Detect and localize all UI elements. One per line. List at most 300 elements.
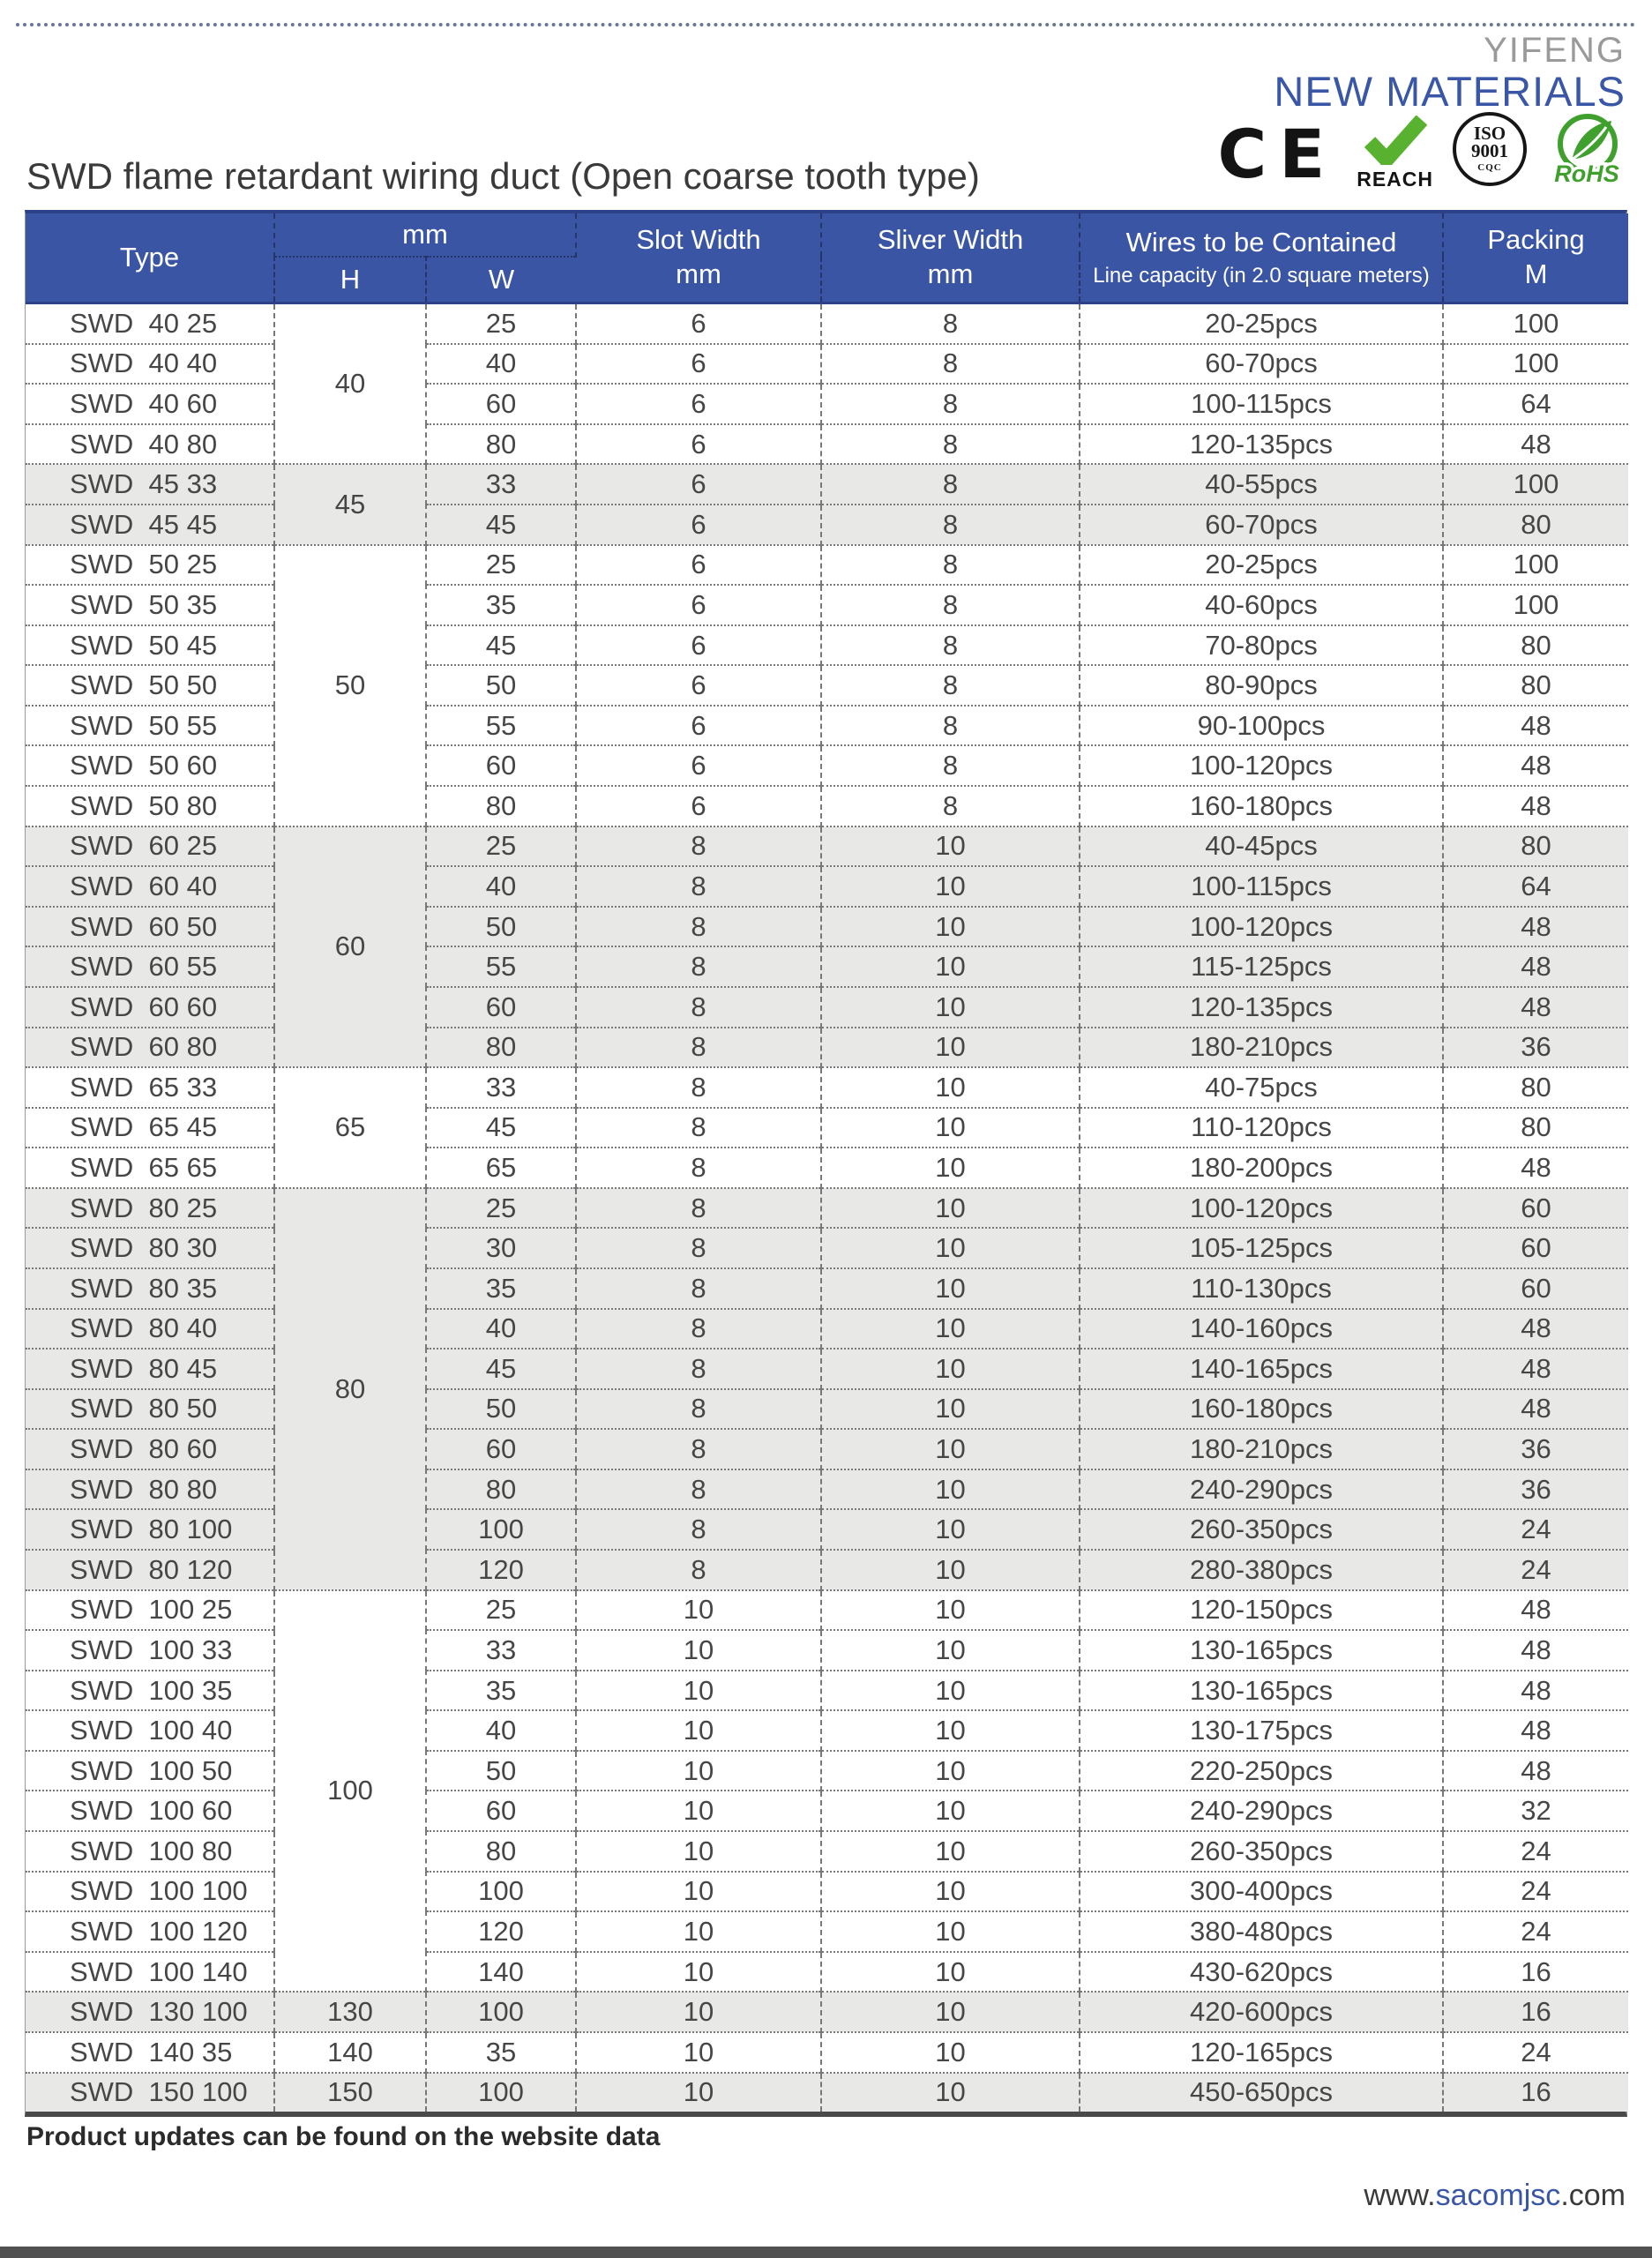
packing-cell: 80 bbox=[1443, 505, 1628, 545]
wires-cell: 260-350pcs bbox=[1080, 1509, 1443, 1550]
slot-width-cell: 6 bbox=[576, 786, 821, 826]
width-cell: 45 bbox=[426, 505, 576, 545]
header-h: H bbox=[274, 257, 426, 303]
table-row bbox=[26, 1831, 1628, 1872]
packing-cell: 24 bbox=[1443, 1831, 1628, 1872]
slot-width-cell: 10 bbox=[576, 1630, 821, 1671]
width-cell: 80 bbox=[426, 1469, 576, 1510]
table-row bbox=[26, 1067, 1628, 1108]
table-row bbox=[26, 344, 1628, 385]
header-packing bbox=[1443, 213, 1628, 303]
height-cell: 40 bbox=[274, 303, 426, 465]
width-cell: 140 bbox=[426, 1952, 576, 1993]
wires-cell: 380-480pcs bbox=[1080, 1911, 1443, 1952]
header-packing-line2: M bbox=[1524, 258, 1548, 289]
table-row bbox=[26, 384, 1628, 424]
type-cell: SWD 100 50 bbox=[26, 1751, 274, 1791]
wires-cell: 20-25pcs bbox=[1080, 545, 1443, 586]
header-wires-line1: Wires to be Contained bbox=[1125, 227, 1397, 258]
height-cell: 45 bbox=[274, 464, 426, 544]
wires-cell: 100-115pcs bbox=[1080, 384, 1443, 424]
width-cell: 120 bbox=[426, 1911, 576, 1952]
height-cell: 80 bbox=[274, 1188, 426, 1590]
packing-cell: 100 bbox=[1443, 344, 1628, 385]
packing-cell: 24 bbox=[1443, 1911, 1628, 1952]
table-row bbox=[26, 1148, 1628, 1188]
sliver-width-cell: 10 bbox=[821, 1952, 1080, 1993]
reach-badge bbox=[1357, 116, 1433, 191]
height-cell: 60 bbox=[274, 826, 426, 1067]
table-row bbox=[26, 1309, 1628, 1350]
slot-width-cell: 8 bbox=[576, 1550, 821, 1590]
iso-label: ISO bbox=[1473, 123, 1506, 145]
table-row bbox=[26, 1108, 1628, 1148]
sliver-width-cell: 8 bbox=[821, 625, 1080, 666]
table-row bbox=[26, 786, 1628, 826]
packing-cell: 100 bbox=[1443, 545, 1628, 586]
table-row bbox=[26, 1751, 1628, 1791]
packing-cell: 48 bbox=[1443, 706, 1628, 746]
width-cell: 25 bbox=[426, 545, 576, 586]
wires-cell: 105-125pcs bbox=[1080, 1228, 1443, 1268]
sliver-width-cell: 10 bbox=[821, 1108, 1080, 1148]
table-row bbox=[26, 505, 1628, 545]
wires-cell: 40-60pcs bbox=[1080, 585, 1443, 625]
wires-cell: 120-150pcs bbox=[1080, 1590, 1443, 1631]
slot-width-cell: 8 bbox=[576, 866, 821, 907]
slot-width-cell: 6 bbox=[576, 585, 821, 625]
sliver-width-cell: 10 bbox=[821, 866, 1080, 907]
table-row bbox=[26, 2032, 1628, 2073]
width-cell: 50 bbox=[426, 907, 576, 947]
slot-width-cell: 6 bbox=[576, 303, 821, 344]
sliver-width-cell: 10 bbox=[821, 1268, 1080, 1309]
packing-cell: 16 bbox=[1443, 1952, 1628, 1993]
type-cell: SWD 40 80 bbox=[26, 424, 274, 465]
type-cell: SWD 80 100 bbox=[26, 1509, 274, 1550]
iso-cqc-label: CQC bbox=[1477, 162, 1502, 174]
type-cell: SWD 60 80 bbox=[26, 1028, 274, 1068]
wires-cell: 420-600pcs bbox=[1080, 1992, 1443, 2032]
slot-width-cell: 10 bbox=[576, 1911, 821, 1952]
header-mm: mm bbox=[274, 213, 576, 257]
width-cell: 40 bbox=[426, 866, 576, 907]
header-sliver-width-line2: mm bbox=[927, 258, 974, 289]
wires-cell: 60-70pcs bbox=[1080, 344, 1443, 385]
packing-cell: 48 bbox=[1443, 1309, 1628, 1350]
website-suffix: .com bbox=[1560, 2179, 1626, 2212]
wires-cell: 115-125pcs bbox=[1080, 946, 1443, 987]
slot-width-cell: 6 bbox=[576, 745, 821, 786]
wires-cell: 130-165pcs bbox=[1080, 1671, 1443, 1711]
sliver-width-cell: 8 bbox=[821, 344, 1080, 385]
slot-width-cell: 10 bbox=[576, 1992, 821, 2032]
type-cell: SWD 40 60 bbox=[26, 384, 274, 424]
sliver-width-cell: 10 bbox=[821, 1429, 1080, 1469]
table-row bbox=[26, 1349, 1628, 1389]
slot-width-cell: 10 bbox=[576, 2073, 821, 2112]
table-row bbox=[26, 1710, 1628, 1751]
table-row bbox=[26, 2073, 1628, 2112]
sliver-width-cell: 8 bbox=[821, 585, 1080, 625]
packing-cell: 32 bbox=[1443, 1791, 1628, 1831]
slot-width-cell: 8 bbox=[576, 1389, 821, 1430]
packing-cell: 24 bbox=[1443, 1550, 1628, 1590]
type-cell: SWD 100 60 bbox=[26, 1791, 274, 1831]
wires-cell: 20-25pcs bbox=[1080, 303, 1443, 344]
slot-width-cell: 10 bbox=[576, 1751, 821, 1791]
height-cell: 100 bbox=[274, 1590, 426, 1993]
table-row bbox=[26, 1872, 1628, 1912]
top-dotted-divider bbox=[16, 23, 1636, 26]
width-cell: 65 bbox=[426, 1148, 576, 1188]
slot-width-cell: 8 bbox=[576, 1469, 821, 1510]
width-cell: 30 bbox=[426, 1228, 576, 1268]
packing-cell: 48 bbox=[1443, 987, 1628, 1028]
slot-width-cell: 6 bbox=[576, 505, 821, 545]
type-cell: SWD 100 33 bbox=[26, 1630, 274, 1671]
width-cell: 25 bbox=[426, 826, 576, 867]
width-cell: 120 bbox=[426, 1550, 576, 1590]
width-cell: 50 bbox=[426, 665, 576, 706]
wires-cell: 140-165pcs bbox=[1080, 1349, 1443, 1389]
slot-width-cell: 8 bbox=[576, 1148, 821, 1188]
header-packing-line1: Packing bbox=[1487, 224, 1585, 256]
width-cell: 35 bbox=[426, 2032, 576, 2073]
width-cell: 45 bbox=[426, 1349, 576, 1389]
packing-cell: 64 bbox=[1443, 866, 1628, 907]
sliver-width-cell: 10 bbox=[821, 1630, 1080, 1671]
type-cell: SWD 40 25 bbox=[26, 303, 274, 344]
type-cell: SWD 50 25 bbox=[26, 545, 274, 586]
width-cell: 80 bbox=[426, 786, 576, 826]
type-cell: SWD 130 100 bbox=[26, 1992, 274, 2032]
type-cell: SWD 50 45 bbox=[26, 625, 274, 666]
type-cell: SWD 50 55 bbox=[26, 706, 274, 746]
slot-width-cell: 10 bbox=[576, 2032, 821, 2073]
packing-cell: 48 bbox=[1443, 786, 1628, 826]
header-w: W bbox=[426, 257, 576, 303]
slot-width-cell: 10 bbox=[576, 1791, 821, 1831]
sliver-width-cell: 8 bbox=[821, 303, 1080, 344]
wires-cell: 180-200pcs bbox=[1080, 1148, 1443, 1188]
table-row bbox=[26, 585, 1628, 625]
packing-cell: 48 bbox=[1443, 1148, 1628, 1188]
table-row bbox=[26, 1671, 1628, 1711]
sliver-width-cell: 10 bbox=[821, 1509, 1080, 1550]
sliver-width-cell: 10 bbox=[821, 1550, 1080, 1590]
slot-width-cell: 8 bbox=[576, 826, 821, 867]
packing-cell: 100 bbox=[1443, 585, 1628, 625]
table-row bbox=[26, 464, 1628, 505]
header-sliver-width bbox=[821, 213, 1080, 303]
wires-cell: 160-180pcs bbox=[1080, 1389, 1443, 1430]
slot-width-cell: 8 bbox=[576, 946, 821, 987]
sliver-width-cell: 10 bbox=[821, 1148, 1080, 1188]
type-cell: SWD 65 45 bbox=[26, 1108, 274, 1148]
wires-cell: 40-45pcs bbox=[1080, 826, 1443, 867]
slot-width-cell: 10 bbox=[576, 1710, 821, 1751]
sliver-width-cell: 10 bbox=[821, 1751, 1080, 1791]
wires-cell: 450-650pcs bbox=[1080, 2073, 1443, 2112]
slot-width-cell: 10 bbox=[576, 1831, 821, 1872]
type-cell: SWD 65 33 bbox=[26, 1067, 274, 1108]
header-type: Type bbox=[26, 213, 274, 303]
width-cell: 25 bbox=[426, 303, 576, 344]
slot-width-cell: 8 bbox=[576, 1028, 821, 1068]
sliver-width-cell: 10 bbox=[821, 1469, 1080, 1510]
wires-cell: 40-55pcs bbox=[1080, 464, 1443, 505]
table-row bbox=[26, 424, 1628, 465]
packing-cell: 80 bbox=[1443, 826, 1628, 867]
table-row bbox=[26, 1429, 1628, 1469]
header-sliver-width-line1: Sliver Width bbox=[877, 224, 1024, 256]
slot-width-cell: 8 bbox=[576, 987, 821, 1028]
wires-cell: 120-135pcs bbox=[1080, 987, 1443, 1028]
width-cell: 25 bbox=[426, 1188, 576, 1229]
brand-name-line1: YIFENG bbox=[1484, 31, 1626, 70]
table-row bbox=[26, 866, 1628, 907]
sliver-width-cell: 8 bbox=[821, 745, 1080, 786]
iso-9001-badge bbox=[1453, 112, 1527, 191]
table-row bbox=[26, 946, 1628, 987]
table-row bbox=[26, 1952, 1628, 1993]
width-cell: 35 bbox=[426, 1671, 576, 1711]
width-cell: 40 bbox=[426, 1710, 576, 1751]
wires-cell: 120-135pcs bbox=[1080, 424, 1443, 465]
type-cell: SWD 80 50 bbox=[26, 1389, 274, 1430]
type-cell: SWD 100 100 bbox=[26, 1872, 274, 1912]
type-cell: SWD 150 100 bbox=[26, 2073, 274, 2112]
type-cell: SWD 80 25 bbox=[26, 1188, 274, 1229]
slot-width-cell: 8 bbox=[576, 1349, 821, 1389]
footer-note: Product updates can be found on the website data bbox=[26, 2122, 661, 2151]
table-row bbox=[26, 706, 1628, 746]
wires-cell: 300-400pcs bbox=[1080, 1872, 1443, 1912]
sliver-width-cell: 10 bbox=[821, 1992, 1080, 2032]
sliver-width-cell: 10 bbox=[821, 1791, 1080, 1831]
packing-cell: 100 bbox=[1443, 303, 1628, 344]
wires-cell: 260-350pcs bbox=[1080, 1831, 1443, 1872]
type-cell: SWD 100 120 bbox=[26, 1911, 274, 1952]
sliver-width-cell: 8 bbox=[821, 464, 1080, 505]
sliver-width-cell: 10 bbox=[821, 1028, 1080, 1068]
table-row bbox=[26, 1590, 1628, 1631]
type-cell: SWD 100 40 bbox=[26, 1710, 274, 1751]
table-row bbox=[26, 745, 1628, 786]
width-cell: 60 bbox=[426, 987, 576, 1028]
sliver-width-cell: 10 bbox=[821, 907, 1080, 947]
wires-cell: 180-210pcs bbox=[1080, 1429, 1443, 1469]
width-cell: 60 bbox=[426, 1429, 576, 1469]
checkmark-icon bbox=[1364, 116, 1427, 169]
sliver-width-cell: 10 bbox=[821, 1831, 1080, 1872]
svg-text:RoHS: RoHS bbox=[1554, 161, 1619, 187]
wires-cell: 100-115pcs bbox=[1080, 866, 1443, 907]
sliver-width-cell: 8 bbox=[821, 786, 1080, 826]
height-cell: 140 bbox=[274, 2032, 426, 2073]
table-row bbox=[26, 987, 1628, 1028]
certification-logos bbox=[1218, 111, 1627, 191]
packing-cell: 48 bbox=[1443, 1349, 1628, 1389]
packing-cell: 48 bbox=[1443, 1590, 1628, 1631]
wires-cell: 180-210pcs bbox=[1080, 1028, 1443, 1068]
type-cell: SWD 80 120 bbox=[26, 1550, 274, 1590]
slot-width-cell: 6 bbox=[576, 625, 821, 666]
height-cell: 130 bbox=[274, 1992, 426, 2032]
type-cell: SWD 50 50 bbox=[26, 665, 274, 706]
table-row bbox=[26, 1268, 1628, 1309]
slot-width-cell: 6 bbox=[576, 464, 821, 505]
wires-cell: 100-120pcs bbox=[1080, 745, 1443, 786]
slot-width-cell: 10 bbox=[576, 1590, 821, 1631]
iso-number: 9001 bbox=[1471, 140, 1508, 162]
slot-width-cell: 6 bbox=[576, 424, 821, 465]
table-row bbox=[26, 1550, 1628, 1590]
table-row bbox=[26, 1509, 1628, 1550]
width-cell: 50 bbox=[426, 1389, 576, 1430]
sliver-width-cell: 8 bbox=[821, 505, 1080, 545]
type-cell: SWD 80 60 bbox=[26, 1429, 274, 1469]
sliver-width-cell: 10 bbox=[821, 1228, 1080, 1268]
wires-cell: 130-165pcs bbox=[1080, 1630, 1443, 1671]
type-cell: SWD 60 25 bbox=[26, 826, 274, 867]
table-row bbox=[26, 625, 1628, 666]
sliver-width-cell: 8 bbox=[821, 384, 1080, 424]
slot-width-cell: 8 bbox=[576, 1429, 821, 1469]
wires-cell: 90-100pcs bbox=[1080, 706, 1443, 746]
header-slot-width-line1: Slot Width bbox=[636, 224, 761, 256]
width-cell: 40 bbox=[426, 344, 576, 385]
slot-width-cell: 6 bbox=[576, 545, 821, 586]
packing-cell: 80 bbox=[1443, 625, 1628, 666]
sliver-width-cell: 10 bbox=[821, 2032, 1080, 2073]
website-prefix: www. bbox=[1364, 2179, 1436, 2212]
type-cell: SWD 60 60 bbox=[26, 987, 274, 1028]
slot-width-cell: 10 bbox=[576, 1952, 821, 1993]
spec-table-header bbox=[26, 213, 1628, 303]
wires-cell: 280-380pcs bbox=[1080, 1550, 1443, 1590]
width-cell: 50 bbox=[426, 1751, 576, 1791]
website-url bbox=[1364, 2179, 1626, 2213]
type-cell: SWD 80 45 bbox=[26, 1349, 274, 1389]
type-cell: SWD 80 35 bbox=[26, 1268, 274, 1309]
slot-width-cell: 8 bbox=[576, 1228, 821, 1268]
width-cell: 100 bbox=[426, 1872, 576, 1912]
width-cell: 60 bbox=[426, 1791, 576, 1831]
slot-width-cell: 8 bbox=[576, 907, 821, 947]
table-row bbox=[26, 1992, 1628, 2032]
type-cell: SWD 80 30 bbox=[26, 1228, 274, 1268]
sliver-width-cell: 10 bbox=[821, 1671, 1080, 1711]
header-slot-width bbox=[576, 213, 821, 303]
slot-width-cell: 8 bbox=[576, 1509, 821, 1550]
table-row bbox=[26, 1469, 1628, 1510]
height-cell: 65 bbox=[274, 1067, 426, 1188]
sliver-width-cell: 10 bbox=[821, 946, 1080, 987]
slot-width-cell: 6 bbox=[576, 344, 821, 385]
wires-cell: 220-250pcs bbox=[1080, 1751, 1443, 1791]
wires-cell: 80-90pcs bbox=[1080, 665, 1443, 706]
width-cell: 80 bbox=[426, 1028, 576, 1068]
spec-table-body bbox=[26, 303, 1628, 2112]
table-row bbox=[26, 1630, 1628, 1671]
packing-cell: 36 bbox=[1443, 1469, 1628, 1510]
packing-cell: 60 bbox=[1443, 1188, 1628, 1229]
table-row bbox=[26, 1188, 1628, 1229]
packing-cell: 48 bbox=[1443, 1671, 1628, 1711]
sliver-width-cell: 10 bbox=[821, 2073, 1080, 2112]
packing-cell: 36 bbox=[1443, 1028, 1628, 1068]
table-row bbox=[26, 1389, 1628, 1430]
sliver-width-cell: 10 bbox=[821, 826, 1080, 867]
packing-cell: 100 bbox=[1443, 464, 1628, 505]
slot-width-cell: 10 bbox=[576, 1671, 821, 1711]
sliver-width-cell: 10 bbox=[821, 1911, 1080, 1952]
type-cell: SWD 45 33 bbox=[26, 464, 274, 505]
slot-width-cell: 8 bbox=[576, 1108, 821, 1148]
slot-width-cell: 8 bbox=[576, 1268, 821, 1309]
table-row bbox=[26, 545, 1628, 586]
type-cell: SWD 45 45 bbox=[26, 505, 274, 545]
wires-cell: 240-290pcs bbox=[1080, 1469, 1443, 1510]
slot-width-cell: 10 bbox=[576, 1872, 821, 1912]
rohs-leaf-icon bbox=[1546, 111, 1627, 191]
sliver-width-cell: 8 bbox=[821, 665, 1080, 706]
packing-cell: 24 bbox=[1443, 1872, 1628, 1912]
type-cell: SWD 50 60 bbox=[26, 745, 274, 786]
width-cell: 60 bbox=[426, 384, 576, 424]
packing-cell: 80 bbox=[1443, 1108, 1628, 1148]
width-cell: 100 bbox=[426, 2073, 576, 2112]
width-cell: 100 bbox=[426, 1509, 576, 1550]
wires-cell: 430-620pcs bbox=[1080, 1952, 1443, 1993]
type-cell: SWD 50 80 bbox=[26, 786, 274, 826]
packing-cell: 60 bbox=[1443, 1268, 1628, 1309]
type-cell: SWD 50 35 bbox=[26, 585, 274, 625]
page-title: SWD flame retardant wiring duct (Open coarse tooth type) bbox=[26, 155, 980, 197]
table-row bbox=[26, 1228, 1628, 1268]
type-cell: SWD 65 65 bbox=[26, 1148, 274, 1188]
width-cell: 25 bbox=[426, 1590, 576, 1631]
reach-label: REACH bbox=[1357, 168, 1433, 191]
height-cell: 50 bbox=[274, 545, 426, 826]
type-cell: SWD 100 140 bbox=[26, 1952, 274, 1993]
wires-cell: 160-180pcs bbox=[1080, 786, 1443, 826]
packing-cell: 60 bbox=[1443, 1228, 1628, 1268]
packing-cell: 24 bbox=[1443, 1509, 1628, 1550]
sliver-width-cell: 10 bbox=[821, 1590, 1080, 1631]
brand-name-line2: NEW MATERIALS bbox=[1274, 68, 1626, 116]
type-cell: SWD 80 40 bbox=[26, 1309, 274, 1350]
width-cell: 40 bbox=[426, 1309, 576, 1350]
table-row bbox=[26, 907, 1628, 947]
wires-cell: 60-70pcs bbox=[1080, 505, 1443, 545]
type-cell: SWD 100 80 bbox=[26, 1831, 274, 1872]
wires-cell: 240-290pcs bbox=[1080, 1791, 1443, 1831]
type-cell: SWD 100 35 bbox=[26, 1671, 274, 1711]
type-cell: SWD 100 25 bbox=[26, 1590, 274, 1631]
width-cell: 100 bbox=[426, 1992, 576, 2032]
wires-cell: 140-160pcs bbox=[1080, 1309, 1443, 1350]
type-cell: SWD 40 40 bbox=[26, 344, 274, 385]
slot-width-cell: 8 bbox=[576, 1067, 821, 1108]
sliver-width-cell: 8 bbox=[821, 545, 1080, 586]
sliver-width-cell: 10 bbox=[821, 1710, 1080, 1751]
sliver-width-cell: 10 bbox=[821, 987, 1080, 1028]
slot-width-cell: 6 bbox=[576, 665, 821, 706]
wires-cell: 100-120pcs bbox=[1080, 1188, 1443, 1229]
